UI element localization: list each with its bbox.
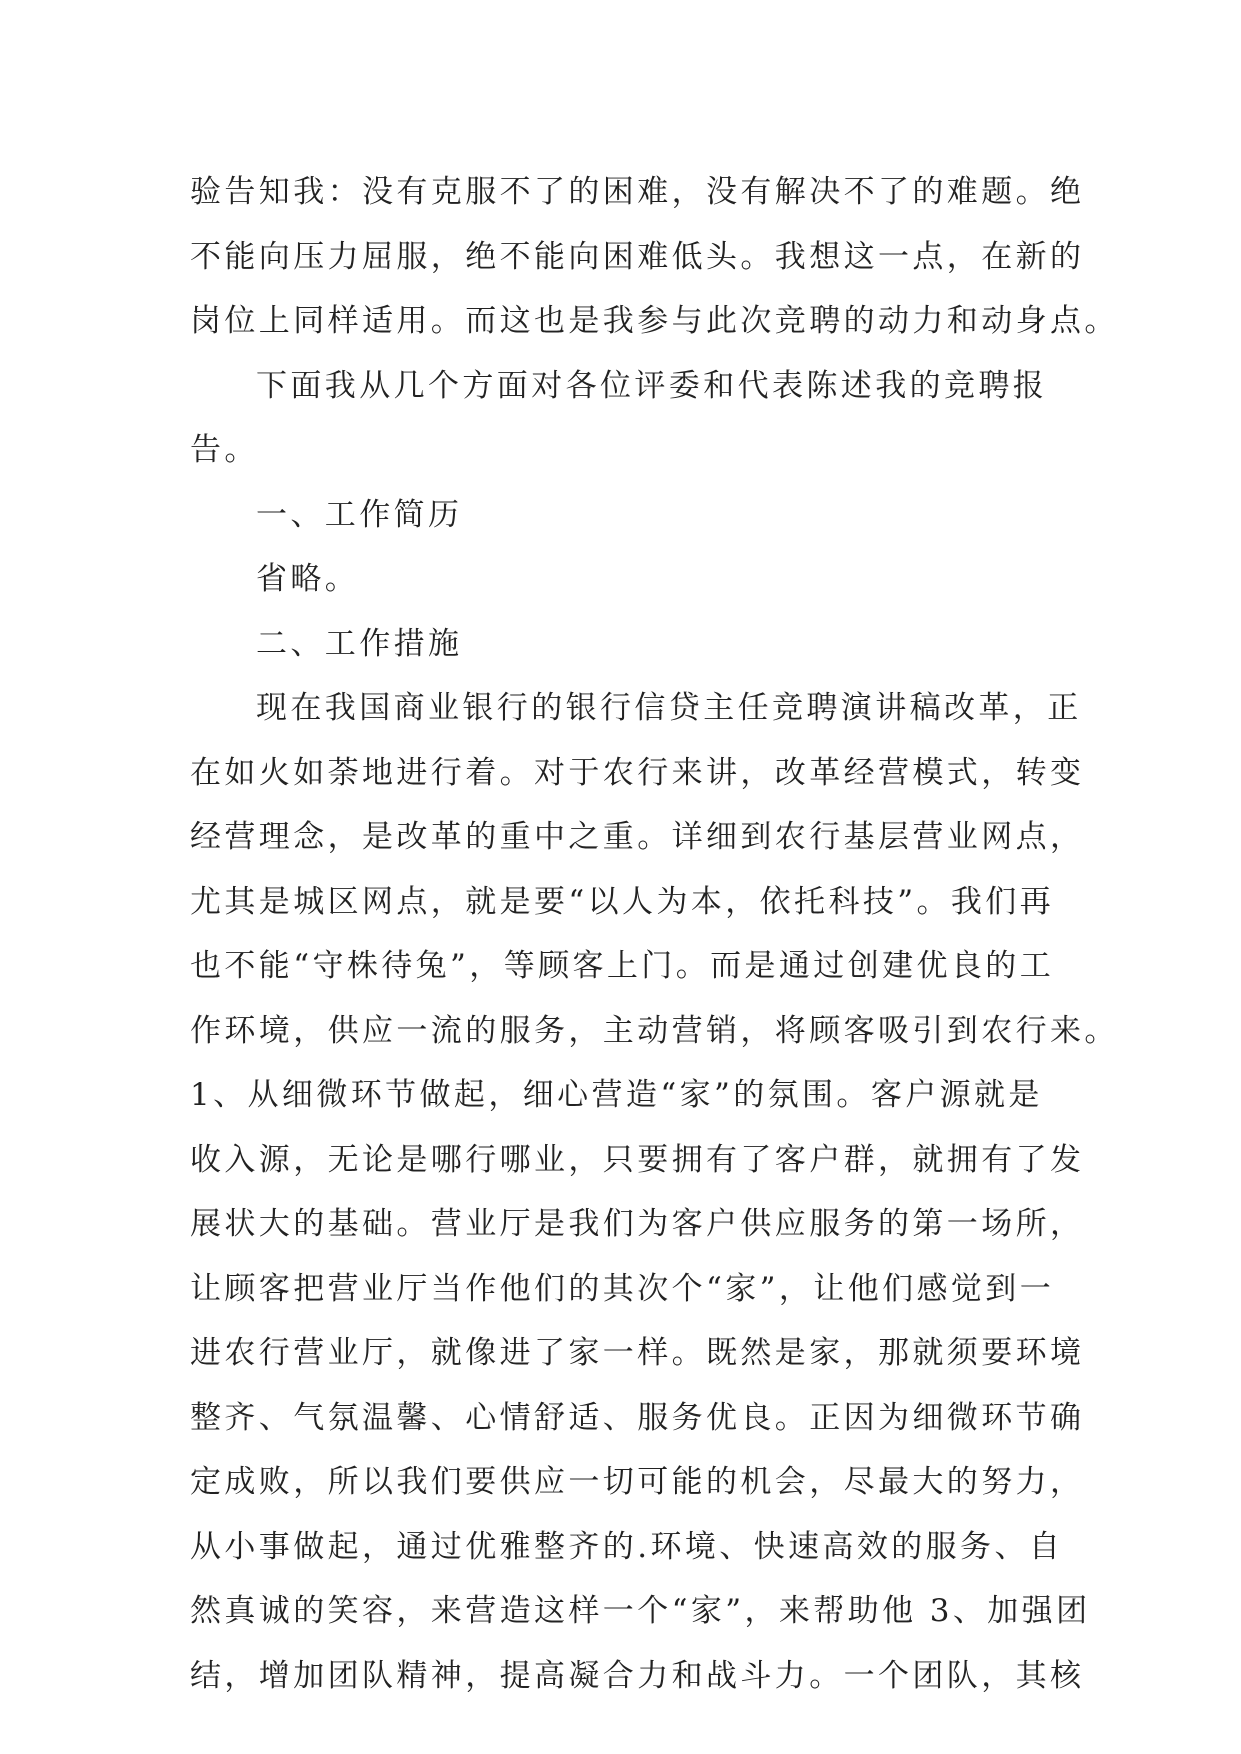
section-heading: 二、工作措施 <box>256 625 463 662</box>
text-line: 下面我从几个方面对各位评委和代表陈述我的竞聘报 <box>256 367 1048 404</box>
text-line: 定成败，所以我们要供应一切可能的机会，尽最大的努力， <box>190 1464 1085 1500</box>
text-line: 结，增加团队精神，提高凝合力和战斗力。一个团队，其核 <box>190 1657 1085 1694</box>
text-line: 告。 <box>190 432 259 468</box>
section-heading: 一、工作简历 <box>256 496 463 533</box>
text-line: 省略。 <box>256 561 360 597</box>
text-line: 进农行营业厅，就像进了家一样。既然是家，那就须要环境 <box>190 1335 1085 1371</box>
text-line: 验告知我：没有克服不了的困难，没有解决不了的难题。绝 <box>190 174 1085 210</box>
text-line: 在如火如荼地进行着。对于农行来讲，改革经营模式，转变 <box>190 754 1085 791</box>
text-line: 不能向压力屈服，绝不能向困难低头。我想这一点，在新的 <box>190 238 1085 275</box>
text-line: 也不能“守株待兔”，等顾客上门。而是通过创建优良的工 <box>190 948 1055 984</box>
text-line: 现在我国商业银行的银行信贷主任竞聘演讲稿改革，正 <box>256 690 1082 726</box>
text-line: 1、从细微环节做起，细心营造“家”的氛围。客户源就是 <box>190 1077 1043 1113</box>
text-line: 整齐、气氛温馨、心情舒适、服务优良。正因为细微环节确 <box>190 1399 1085 1436</box>
text-line: 让顾客把营业厅当作他们的其次个“家”，让他们感觉到一 <box>190 1270 1055 1307</box>
text-line: 岗位上同样适用。而这也是我参与此次竞聘的动力和动身点。 <box>190 303 1119 339</box>
text-line: 尤其是城区网点，就是要“以人为本，依托科技”。我们再 <box>190 883 1055 920</box>
text-line: 然真诚的笑容，来营造这样一个“家”，来帮助他 3、加强团 <box>190 1593 1091 1629</box>
text-line: 作环境，供应一流的服务，主动营销，将顾客吸引到农行来。 <box>190 1012 1119 1049</box>
text-line: 展状大的基础。营业厅是我们为客户供应服务的第一场所， <box>190 1206 1085 1242</box>
text-line: 收入源，无论是哪行哪业，只要拥有了客户群，就拥有了发 <box>190 1141 1085 1178</box>
document-body <box>190 160 1119 1708</box>
text-line: 经营理念，是改革的重中之重。详细到农行基层营业网点， <box>190 819 1085 855</box>
text-line: 从小事做起，通过优雅整齐的.环境、快速高效的服务、自 <box>190 1528 1064 1565</box>
